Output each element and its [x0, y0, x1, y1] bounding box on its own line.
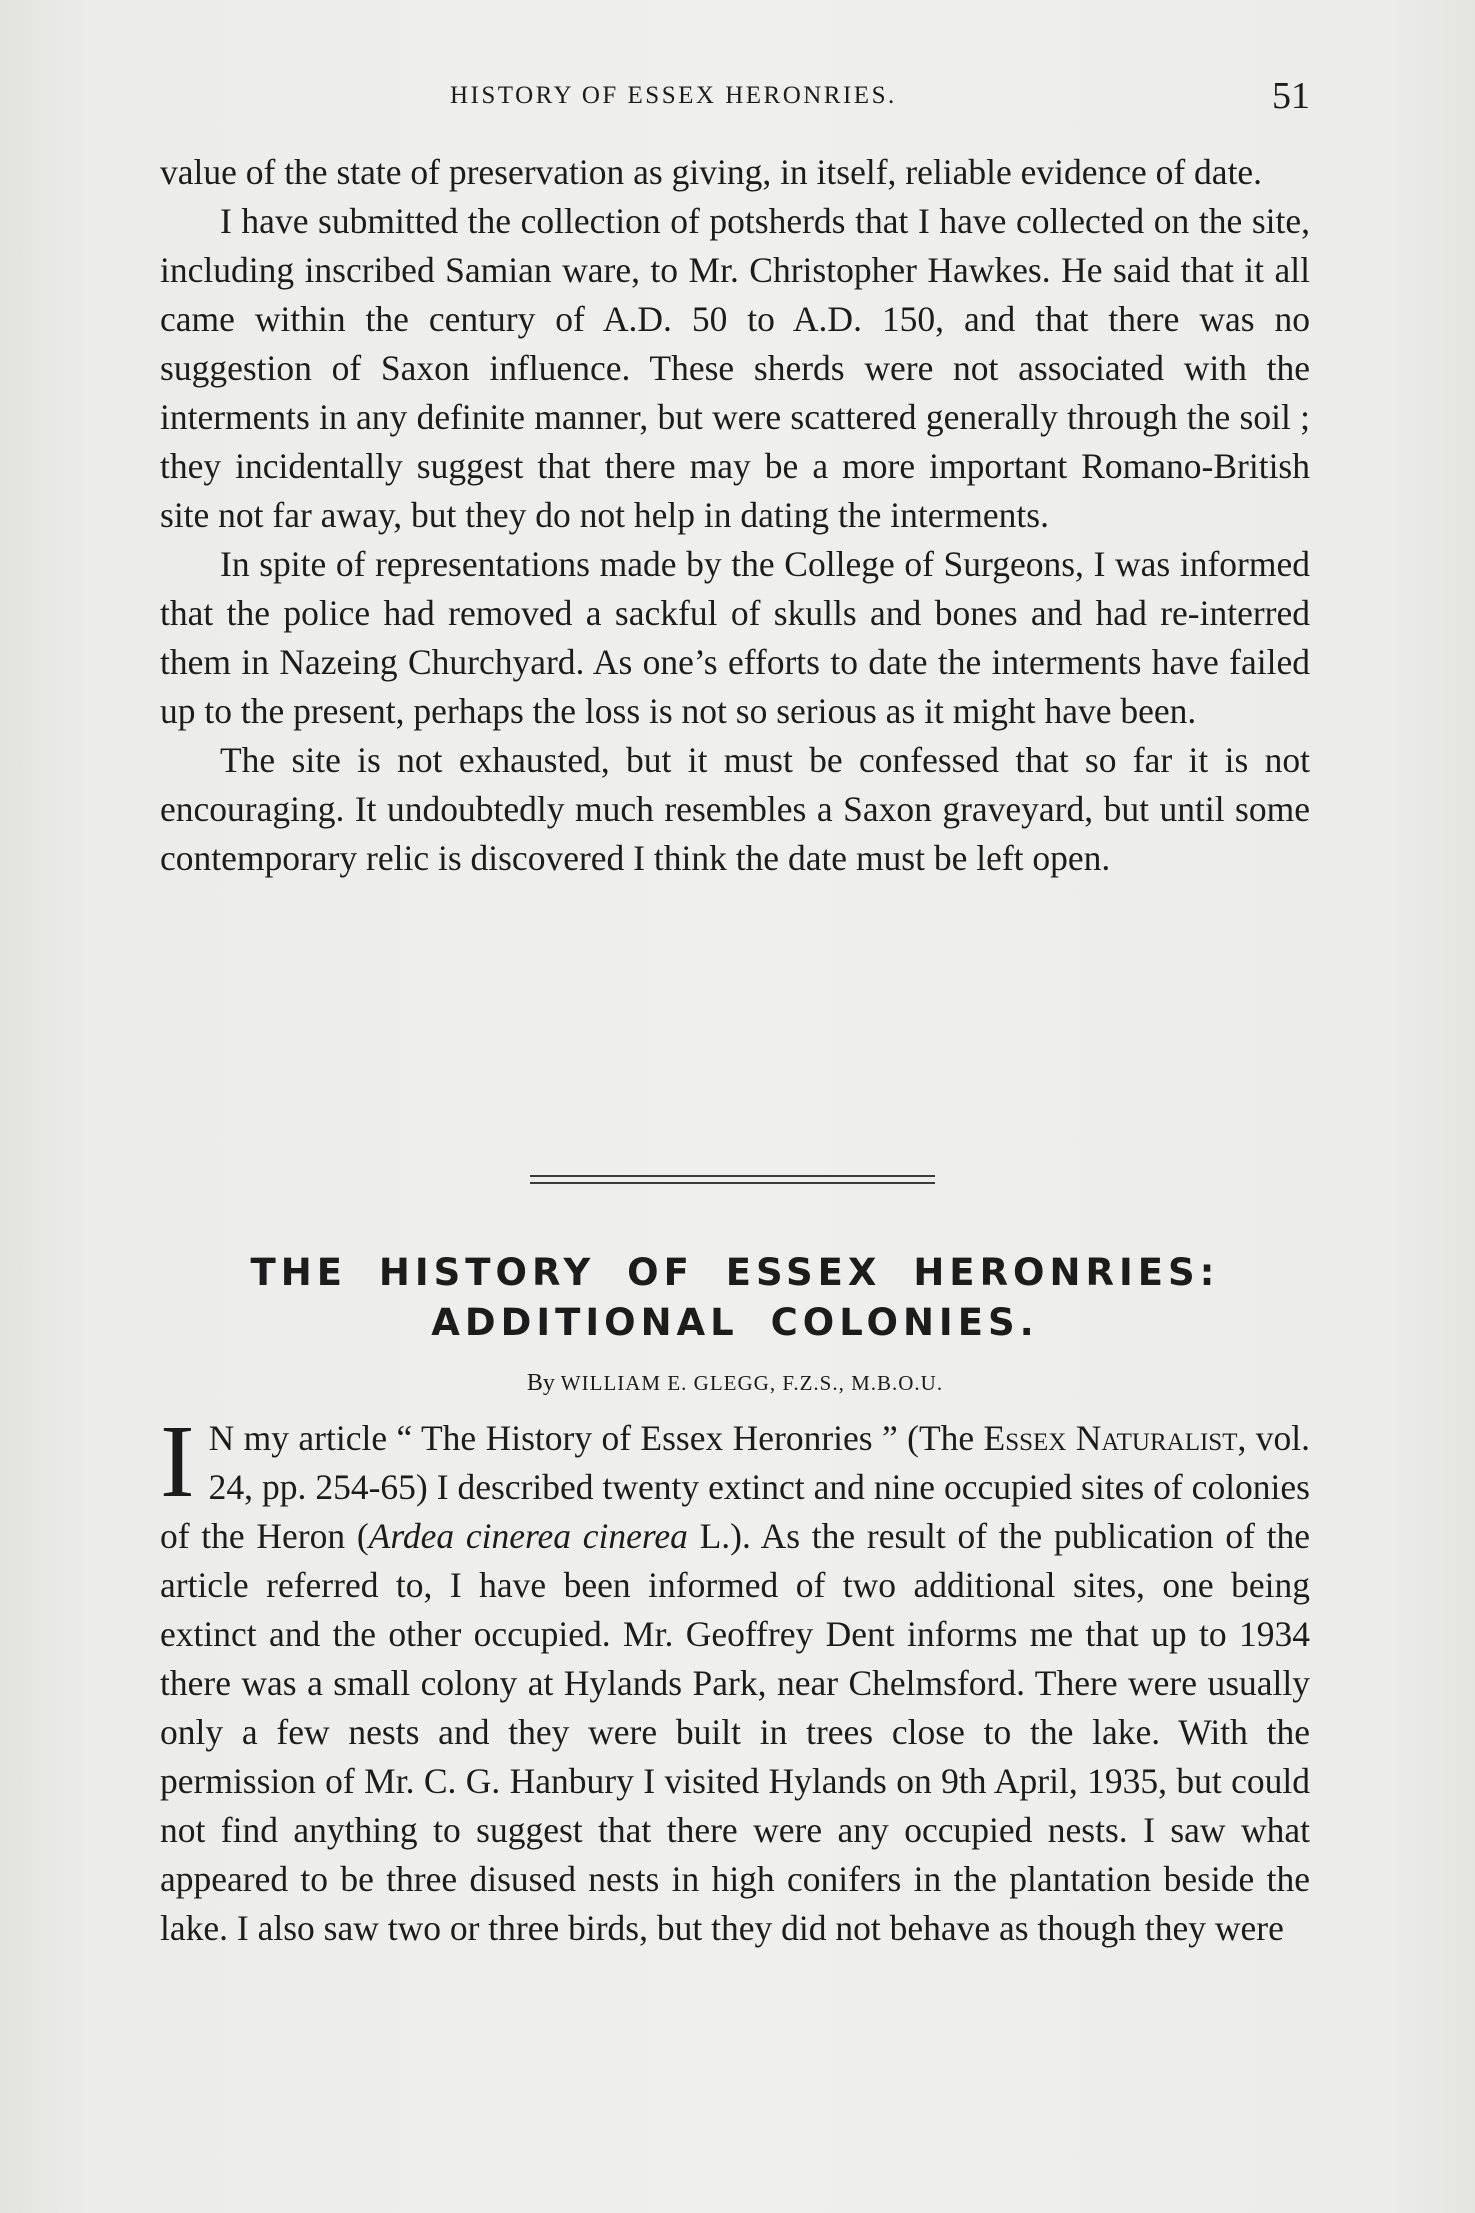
article-body [160, 1404, 1311, 1953]
article-title [160, 1248, 1310, 1348]
paragraph-2: I have submitted the collection of potsherds that I have collected on the site, including inscribed Samian ware, to Mr. Christopher Hawkes. He said that it all came within the century of A.D. 50 to A.D. 150, and that there was no suggestion of Saxon influence. These sherds were not associated with the interments in any definite manner, but were scattered generally through the soil ; they incidentally suggest that there may be a more important Romano-British site not far away, but they do not help in dating the interments. [160, 201, 1310, 535]
divider-rule-bottom [530, 1182, 935, 1184]
running-head [160, 75, 1310, 122]
paragraph-4: The site is not exhausted, but it must be confessed that so far it is not encouraging. It undoubtedly much resembles a Saxon graveyard, but until some contemporary relic is discovered I think the date must be left open. [160, 740, 1310, 878]
article-byline [160, 1370, 1310, 1397]
previous-article-text [160, 148, 1310, 883]
divider-rule-top [530, 1175, 935, 1177]
article-text-part-3: L.). As the result of the publication of the article referred to, I have been informed of two additional sites, one being extinct and the other occupied. Mr. Geoffrey Dent informs me that up to 1934 there was a small colony at Hylands Park, near Chelmsford. There were usually only a few nests and they were built in trees close to the lake. With the permission of Mr. C. G. Hanbury I visited Hylands on 9th April, 1935, but could not find anything to suggest that there were any occupied nests. I saw what appeared to be three disused nests in high conifers in the plantation beside the lake. I also saw two or three birds, but they did not behave as though they were [160, 1516, 1311, 1948]
paragraph-1: value of the state of preservation as giving, in itself, reliable evidence of date. [160, 152, 1263, 192]
drop-cap: I [160, 1404, 195, 1519]
species-name: Ardea cinerea cinerea [368, 1516, 688, 1556]
byline-by: By [526, 1370, 555, 1396]
journal-name: Essex Naturalist [983, 1418, 1238, 1458]
section-divider [530, 1175, 935, 1189]
running-title: HISTORY OF ESSEX HERONRIES. [450, 82, 897, 109]
page-number: 51 [1272, 75, 1310, 117]
article-title-line-1: THE HISTORY OF ESSEX HERONRIES: [250, 1251, 1220, 1294]
article-paragraph-1 [160, 1404, 1311, 1953]
paragraph-3: In spite of representations made by the College of Surgeons, I was informed that the police had removed a sackful of skulls and bones and had re-interred them in Nazeing Churchyard. As one’s efforts to date the interments have failed up to the present, perhaps the loss is not so serious as it might have been. [160, 544, 1310, 731]
article-text-part-2: , vol. 24, pp. 254-65) I described twenty extinct and nine occupied sites of colonies of the Heron ( [160, 1418, 1310, 1556]
article-title-line-2: ADDITIONAL COLONIES. [431, 1301, 1039, 1344]
byline-author: WILLIAM E. GLEGG, F.Z.S., M.B.O.U. [560, 1371, 944, 1395]
article-text-part-1: N my article “ The History of Essex Heronries ” (The [208, 1418, 984, 1458]
